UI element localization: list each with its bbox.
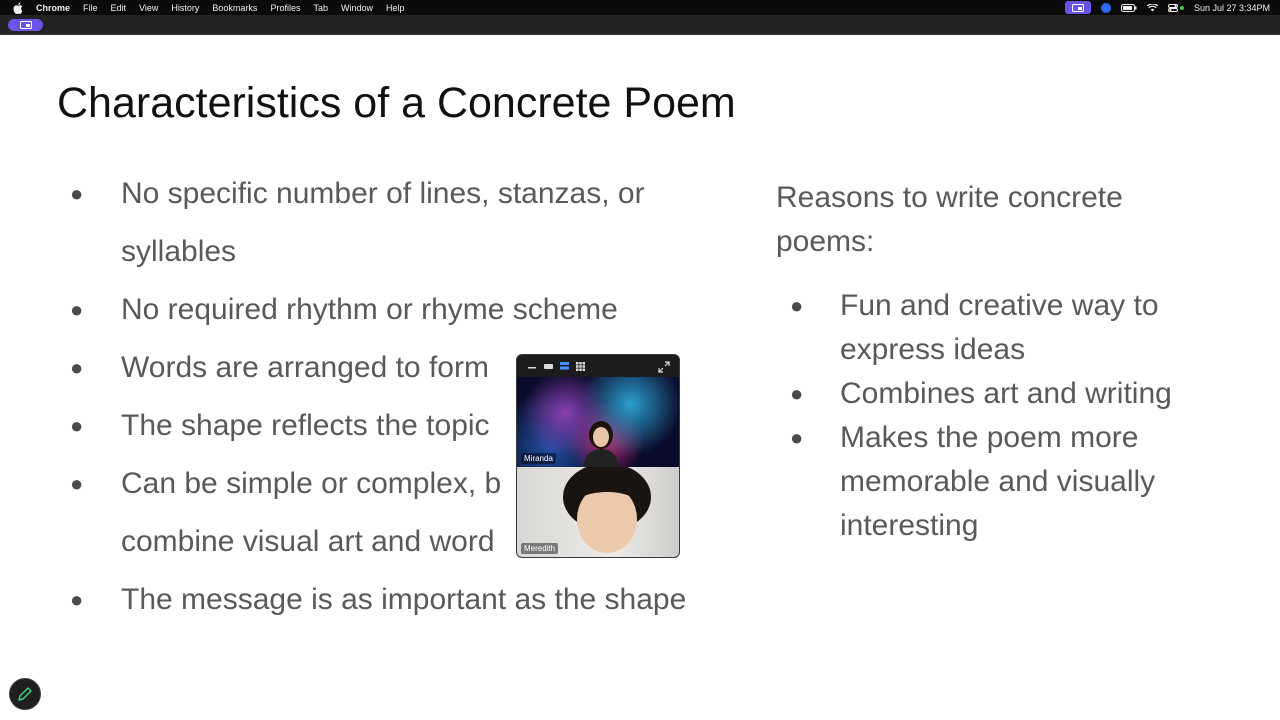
participant-tile-meredith[interactable]: [517, 467, 679, 557]
speaker-view-icon[interactable]: [559, 362, 569, 370]
bullet-icon: ●: [70, 355, 84, 380]
slide-title: Characteristics of a Concrete Poem: [57, 79, 736, 127]
screen-share-icon: [20, 21, 32, 29]
menu-history[interactable]: History: [171, 2, 200, 13]
hide-video-icon[interactable]: [543, 362, 553, 370]
menu-app-name[interactable]: Chrome: [36, 2, 71, 13]
list-item-text: Combines art and writing: [840, 377, 1172, 410]
apple-icon[interactable]: [12, 2, 24, 14]
list-item-text: Words are arranged to form: [121, 351, 489, 384]
list-item: [790, 372, 1190, 416]
bullet-icon: ●: [790, 381, 804, 406]
menu-clock[interactable]: Sun Jul 27 3:34PM: [1193, 2, 1270, 13]
list-item: [70, 281, 750, 339]
menu-bar: [0, 0, 1280, 15]
wifi-icon[interactable]: [1147, 4, 1158, 12]
menu-profiles[interactable]: Profiles: [270, 2, 301, 13]
menu-edit[interactable]: Edit: [110, 2, 127, 13]
participant-video: [581, 417, 621, 467]
bullet-icon: ●: [790, 293, 804, 318]
menu-help[interactable]: Help: [385, 2, 405, 13]
expand-icon[interactable]: [658, 360, 670, 372]
video-panel[interactable]: [516, 354, 680, 558]
gallery-view-icon[interactable]: [575, 362, 585, 370]
bullet-icon: ●: [70, 413, 84, 438]
menu-view[interactable]: View: [139, 2, 159, 13]
list-item-text: The shape reflects the topic: [121, 409, 490, 442]
list-item-text: No required rhythm or rhyme scheme: [121, 293, 618, 326]
bullet-icon: ●: [70, 297, 84, 322]
screen-share-icon[interactable]: [1065, 1, 1091, 14]
menu-window[interactable]: Window: [340, 2, 373, 13]
minimize-icon[interactable]: [527, 362, 537, 370]
menu-bookmarks[interactable]: Bookmarks: [212, 2, 258, 13]
list-item-text: Fun and creative way to express ideas: [840, 289, 1159, 366]
video-panel-toolbar: [517, 355, 679, 377]
annotate-button[interactable]: [9, 678, 41, 710]
list-item: [70, 571, 750, 629]
list-item-text: No specific number of lines, stanzas, or syllables: [121, 177, 645, 268]
list-item: [70, 165, 750, 281]
pencil-icon: [17, 686, 33, 702]
zoom-icon[interactable]: [1101, 3, 1111, 13]
participant-name: Meredith: [521, 543, 558, 554]
menu-tab[interactable]: Tab: [313, 2, 328, 13]
bullet-icon: ●: [790, 425, 804, 450]
reasons-list: [790, 284, 1190, 548]
share-toolbar: [0, 15, 1280, 35]
list-item-text-continued: combine visual art and word: [121, 525, 495, 558]
list-item: [790, 284, 1190, 372]
list-item-text: Can be simple or complex, b: [121, 467, 502, 500]
list-item-text: Makes the poem more memorable and visually interesting: [840, 421, 1156, 542]
share-indicator-button[interactable]: [8, 19, 43, 31]
bullet-icon: ●: [70, 181, 84, 206]
bullet-icon: ●: [70, 587, 84, 612]
bullet-icon: ●: [70, 471, 84, 496]
menu-file[interactable]: File: [83, 2, 98, 13]
battery-icon[interactable]: [1121, 4, 1137, 12]
reasons-heading: Reasons to write concrete poems:: [776, 181, 1123, 258]
participant-video: [557, 467, 657, 557]
list-item: [790, 416, 1190, 548]
list-item-text: The message is as important as the shape: [121, 583, 687, 616]
participant-tile-miranda[interactable]: [517, 377, 679, 467]
control-center-icon[interactable]: [1168, 4, 1184, 12]
participant-name: Miranda: [521, 453, 556, 464]
